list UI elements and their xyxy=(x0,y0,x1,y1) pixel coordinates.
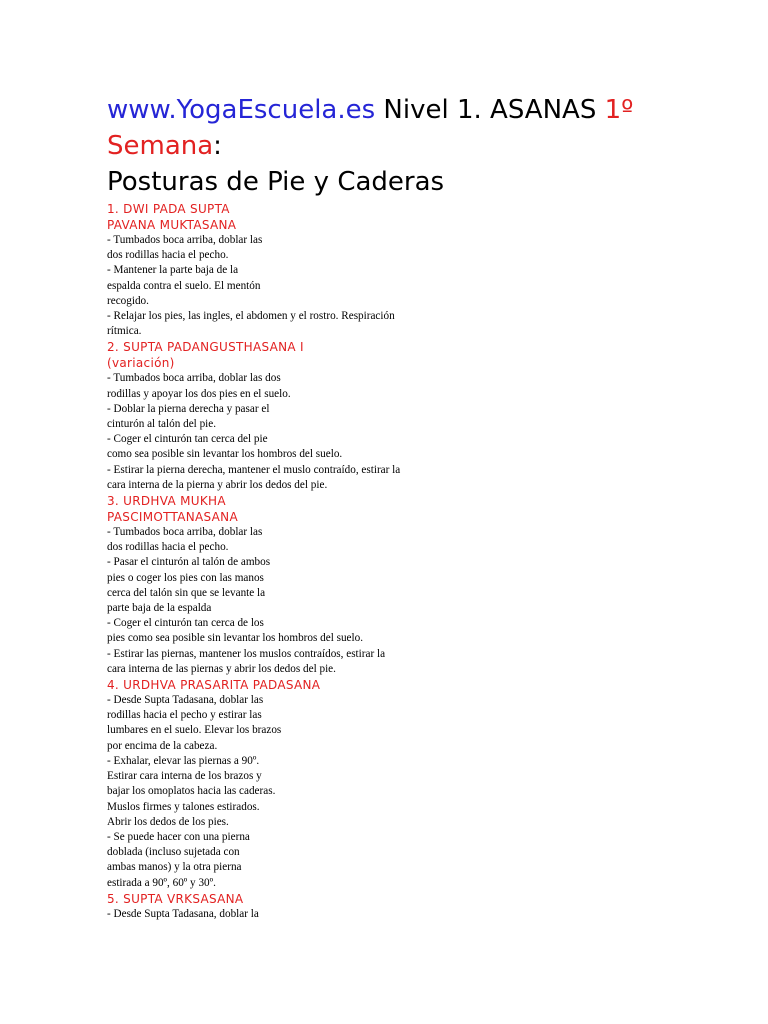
asana-heading: 3. URDHVA MUKHA xyxy=(107,494,226,509)
site-link[interactable]: www.YogaEscuela.es xyxy=(107,95,376,125)
instruction-line: - Coger el cinturón tan cerca del pie xyxy=(107,433,268,446)
week-word: Semana xyxy=(107,131,214,161)
instruction-line: - Exhalar, elevar las piernas a 90º. xyxy=(107,754,260,767)
instruction-line: rodillas y apoyar los dos pies en el suelo. xyxy=(107,387,291,400)
instruction-line: - Pasar el cinturón al talón de ambos xyxy=(107,556,271,569)
instruction-line: pies o coger los pies con las manos xyxy=(107,571,264,584)
instruction-line: doblada (incluso sujetada con xyxy=(107,846,240,859)
instruction-line: - Coger el cinturón tan cerca de los xyxy=(107,617,264,630)
instruction-line: - Tumbados boca arriba, doblar las xyxy=(107,234,263,246)
instruction-line: cerca del talón sin que se levante la xyxy=(107,586,266,599)
page-subtitle: Posturas de Pie y Caderas xyxy=(107,167,445,197)
instruction-line: por encima de la cabeza. xyxy=(107,739,218,752)
instruction-line: como sea posible sin levantar los hombros del suelo. xyxy=(107,448,343,461)
instruction-line: recogido. xyxy=(107,294,149,307)
instruction-line: - Mantener la parte baja de la xyxy=(107,264,239,277)
level-label: Nivel 1. ASANAS xyxy=(375,95,605,125)
title-colon: : xyxy=(213,131,222,161)
instruction-line: - Doblar la pierna derecha y pasar el xyxy=(107,402,270,415)
week-number: 1º xyxy=(604,95,634,125)
instruction-line: cinturón al talón del pie. xyxy=(107,418,217,431)
instruction-line: Estirar cara interna de los brazos y xyxy=(107,770,262,783)
asana-list xyxy=(107,201,447,922)
instruction-line: Muslos firmes y talones estirados. xyxy=(107,800,260,813)
asana-heading: 4. URDHVA PRASARITA PADASANA xyxy=(107,678,321,693)
asana-section xyxy=(107,493,447,677)
page-title xyxy=(107,92,727,164)
instruction-line: - Estirar la pierna derecha, mantener el muslo contraído, estirar la xyxy=(107,463,401,476)
instruction-line: bajar los omoplatos hacia las caderas. xyxy=(107,785,276,798)
asana-section xyxy=(107,677,447,891)
instruction-line: dos rodillas hacia el pecho. xyxy=(107,249,229,262)
asana-heading: (variación) xyxy=(107,356,175,371)
instruction-line: cara interna de las piernas y abrir los dedos del pie. xyxy=(107,662,336,675)
asana-heading: PASCIMOTTANASANA xyxy=(107,510,238,525)
asana-heading: 2. SUPTA PADANGUSTHASANA I xyxy=(107,340,304,355)
instruction-line: ambas manos) y la otra pierna xyxy=(107,861,242,874)
instruction-line: - Estirar las piernas, mantener los muslos contraídos, estirar la xyxy=(107,647,386,660)
instruction-line: estirada a 90º, 60º y 30º. xyxy=(107,876,216,889)
asana-section xyxy=(107,339,447,493)
instruction-line: cara interna de la pierna y abrir los dedos del pie. xyxy=(107,478,328,491)
asana-heading: PAVANA MUKTASANA xyxy=(107,218,237,232)
instruction-line: rodillas hacia el pecho y estirar las xyxy=(107,709,262,722)
instruction-line: parte baja de la espalda xyxy=(107,602,212,615)
instruction-line: dos rodillas hacia el pecho. xyxy=(107,541,229,554)
instruction-line: - Desde Supta Tadasana, doblar las xyxy=(107,694,264,707)
instruction-line: rítmica. xyxy=(107,325,142,338)
instruction-line: - Tumbados boca arriba, doblar las xyxy=(107,526,263,539)
instruction-line: - Desde Supta Tadasana, doblar la xyxy=(107,907,259,920)
asana-section xyxy=(107,891,447,922)
asana-heading: 1. DWI PADA SUPTA xyxy=(107,202,230,216)
instruction-line: - Tumbados boca arriba, doblar las dos xyxy=(107,372,281,385)
asana-section xyxy=(107,201,447,339)
instruction-line: pies como sea posible sin levantar los hombros del suelo. xyxy=(107,632,364,645)
instruction-line: Abrir los dedos de los pies. xyxy=(107,815,229,828)
instruction-line: lumbares en el suelo. Elevar los brazos xyxy=(107,724,282,737)
instruction-line: - Relajar los pies, las ingles, el abdomen y el rostro. Respiración xyxy=(107,310,395,323)
instruction-line: espalda contra el suelo. El mentón xyxy=(107,279,261,292)
instruction-line: - Se puede hacer con una pierna xyxy=(107,830,250,843)
asana-heading: 5. SUPTA VRKSASANA xyxy=(107,891,244,906)
